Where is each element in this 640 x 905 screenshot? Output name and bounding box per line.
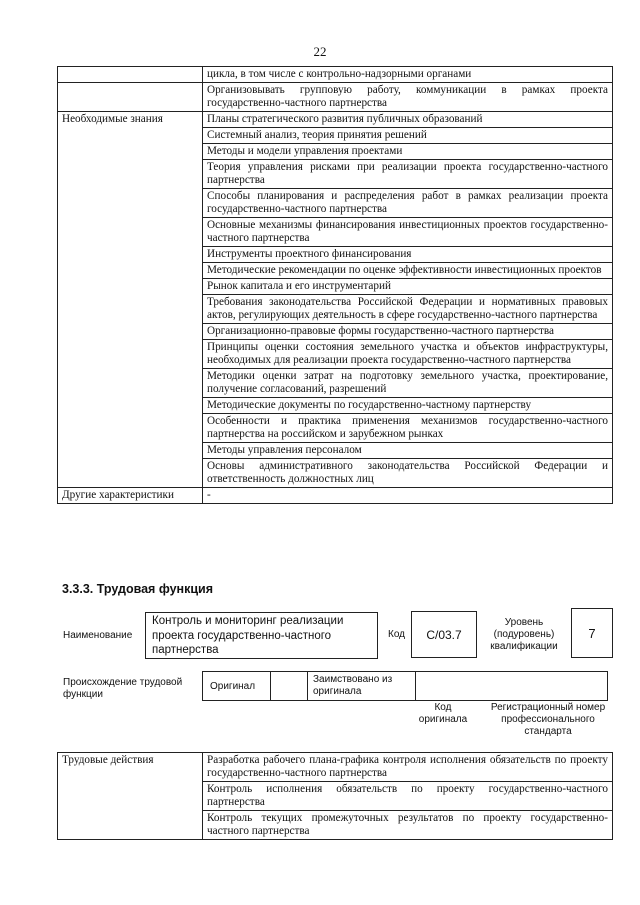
actions-table — [57, 752, 613, 840]
knowledge-item: Способы планирования и распределения работ в рамках реализации проекта государственно-частного партнерства — [203, 189, 613, 218]
table-row — [58, 112, 613, 128]
requirements-table-body — [58, 67, 613, 504]
code-label: Код — [388, 629, 406, 640]
action-item: Разработка рабочего плана-графика контроля исполнения обязательств по проекту государственно-частного партнерства — [203, 753, 613, 782]
knowledge-item: Методики оценки затрат на подготовку земельного участка, проектирование, получение согласований, разрешений — [203, 369, 613, 398]
table-row — [58, 67, 613, 83]
other-label: Другие характеристики — [58, 488, 203, 504]
knowledge-item: Методические рекомендации по оценке эффективности инвестиционных проектов — [203, 263, 613, 279]
knowledge-item: Требования законодательства Российской Федерации и нормативных правовых актов, регулирующих деятельность в сфере государственно-частного партнерства — [203, 295, 613, 324]
requirements-table — [57, 66, 613, 504]
actions-table-body — [58, 753, 613, 840]
row-label-empty — [58, 83, 203, 112]
knowledge-item: Планы стратегического развития публичных образований — [203, 112, 613, 128]
code-original-caption: Код оригинала — [418, 702, 468, 725]
table-row — [58, 83, 613, 112]
knowledge-item: Принципы оценки состояния земельного участка и объектов инфраструктуры, необходимых для реализации проекта государственно-частного партнерства — [203, 340, 613, 369]
reg-number-caption: Регистрационный номер профессионального стандарта — [490, 702, 606, 737]
level-value: 7 — [571, 608, 613, 658]
origin-label: Происхождение трудовой функции — [63, 677, 183, 700]
actions-label: Трудовые действия — [58, 753, 203, 840]
original-mark-cell — [270, 672, 308, 700]
knowledge-item: Методические документы по государственно-частному партнерству — [203, 398, 613, 414]
knowledge-item: Инструменты проектного финансирования — [203, 247, 613, 263]
name-value: Контроль и мониторинг реализации проекта государственно-частного партнерства — [145, 612, 378, 659]
row-text: цикла, в том числе с контрольно-надзорными органами — [203, 67, 613, 83]
code-value: С/03.7 — [411, 611, 477, 658]
knowledge-item: Теория управления рисками при реализации проекта государственно-частного партнерства — [203, 160, 613, 189]
page-number: 22 — [313, 44, 327, 59]
knowledge-label: Необходимые знания — [58, 112, 203, 488]
borrowed-label: Заимствовано из оригинала — [313, 674, 393, 697]
knowledge-item: Рынок капитала и его инструментарий — [203, 279, 613, 295]
table-row — [58, 753, 613, 782]
action-item: Контроль текущих промежуточных результатов по проекту государственно-частного партнерства — [203, 811, 613, 840]
knowledge-item: Особенности и практика применения механизмов государственно-частного партнерства на российском и зарубежном рынках — [203, 414, 613, 443]
knowledge-item: Основные механизмы финансирования инвестиционных проектов государственно-частного партнерства — [203, 218, 613, 247]
action-item: Контроль исполнения обязательств по проекту государственно-частного партнерства — [203, 782, 613, 811]
origin-box — [202, 671, 608, 701]
row-text: Организовывать групповую работу, коммуникации в рамках проекта государственно-частного партнерства — [203, 83, 613, 112]
name-label: Наименование — [63, 630, 133, 641]
original-label: Оригинал — [210, 681, 256, 692]
knowledge-item: Организационно-правовые формы государственно-частного партнерства — [203, 324, 613, 340]
section-title: 3.3.3. Трудовая функция — [62, 582, 214, 596]
other-value: - — [203, 488, 613, 504]
knowledge-item: Основы административного законодательства Российской Федерации и ответственность должностных лиц — [203, 459, 613, 488]
level-label: Уровень (подуровень) квалификации — [490, 617, 558, 652]
knowledge-item: Системный анализ, теория принятия решений — [203, 128, 613, 144]
table-row — [58, 488, 613, 504]
knowledge-item: Методы управления персоналом — [203, 443, 613, 459]
origin-divider — [415, 672, 416, 700]
knowledge-item: Методы и модели управления проектами — [203, 144, 613, 160]
row-label-empty — [58, 67, 203, 83]
